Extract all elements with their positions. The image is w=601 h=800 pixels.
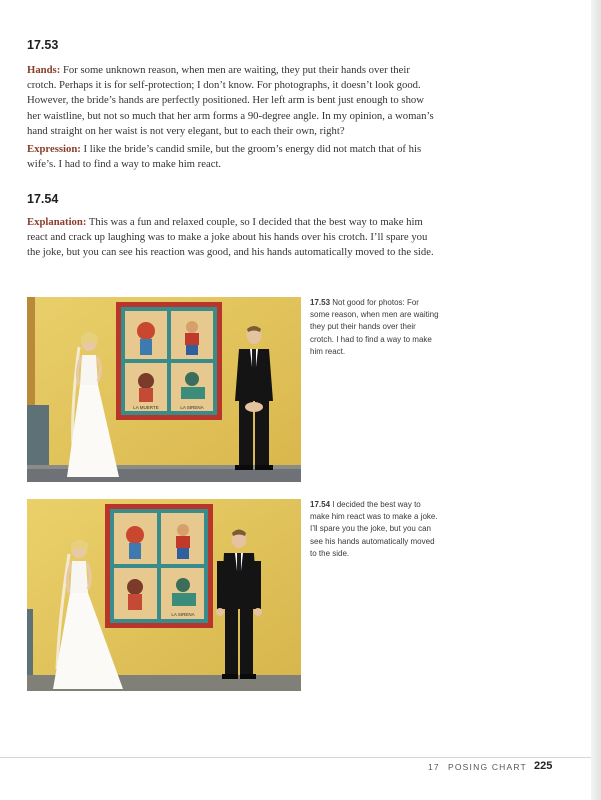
expression-text: I like the bride’s candid smile, but the groom’s energy did not match that of his wife’s. I had to find a way to make him react. (27, 143, 422, 171)
wedding-photo-illustration-2 (27, 499, 301, 691)
footer-chapter-title: POSING CHART (448, 762, 527, 772)
explanation-lead: Explanation: (27, 216, 87, 228)
wedding-photo-illustration-1 (27, 297, 301, 482)
explanation-paragraph (27, 215, 437, 261)
footer-chapter-number: 17 (428, 762, 440, 772)
retablo-label-right-2: LA SIRENA (171, 612, 195, 617)
retablo-label-left: LA MUERTE (133, 405, 159, 410)
retablo-label-right: LA SIRENA (180, 405, 204, 410)
section-heading-17-54: 17.54 (27, 192, 59, 206)
hands-text: For some unknown reason, when men are waiting, they put their hands over their crotch. Perhaps it is for self-protection; I don’t know. For photographs, it doesn’t look good. However, the bride’s hands are perfectly positioned. Her left arm is bent just enough to show her waistline, but not so much that her arm forms a 90-degree angle. In my opinion, a woman’s hand straight on her waist is not very elegant, but to each their own, right? (27, 64, 434, 137)
explanation-text: This was a fun and relaxed couple, so I decided that the best way to make him react and crack up laughing was to make a joke about his hands over his crotch. I’ll spare you the joke, but you can see his reaction was good, and his hands automatically moved to the side. (27, 216, 434, 259)
page-edge (591, 0, 601, 800)
caption-number-17-54: 17.54 (310, 500, 331, 509)
caption-17-53 (310, 297, 440, 358)
page-number: 225 (534, 760, 553, 772)
section-heading-17-53: 17.53 (27, 38, 59, 52)
hands-paragraph (27, 63, 437, 139)
expression-lead: Expression: (27, 143, 81, 155)
photo-17-53 (27, 297, 301, 482)
caption-text-17-54: I decided the best way to make him react was to make a joke. I’ll spare you the joke, but you can see his hands automatically moved to the side. (310, 500, 438, 558)
footer-rule (0, 757, 591, 758)
caption-17-54 (310, 499, 440, 560)
caption-number-17-53: 17.53 (310, 298, 331, 307)
photo-17-54 (27, 499, 301, 691)
expression-paragraph (27, 142, 437, 172)
caption-text-17-53: Not good for photos: For some reason, when men are waiting they put their hands over their crotch. I had to find a way to make him react. (310, 298, 439, 356)
hands-lead: Hands: (27, 64, 61, 76)
